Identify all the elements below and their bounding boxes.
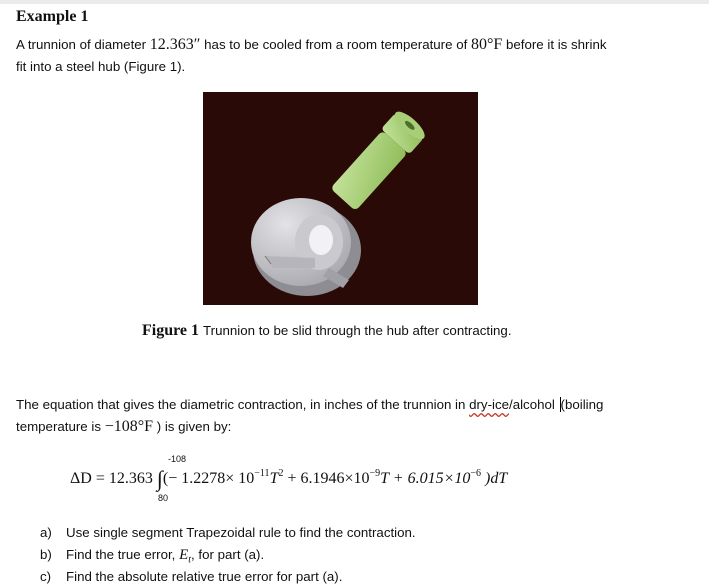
intro-paragraph	[16, 34, 606, 78]
equation-intro-text-5: ) is given by:	[153, 419, 232, 434]
spellcheck-flagged-word: dry-ice	[469, 397, 510, 412]
integral-upper-limit: -108	[168, 454, 187, 464]
equation-exponent-3: −9	[369, 468, 381, 479]
equation-intro-text-2: /alcohol	[509, 397, 559, 412]
contraction-equation	[70, 456, 590, 502]
equation-intro-paragraph	[16, 394, 603, 438]
equation-expression	[70, 466, 507, 492]
question-text: Use single segment Trapezoidal rule to find the contraction.	[66, 525, 416, 540]
equation-intro-text-3: (boiling	[560, 397, 604, 412]
intro-text-3: before it is shrink	[502, 37, 607, 52]
figure-caption-text: Trunnion to be slid through the hub after contracting.	[203, 323, 512, 338]
figure-caption-label: Figure 1	[142, 322, 200, 339]
question-text-post: , for part (a).	[191, 547, 265, 562]
intro-line-2: fit into a steel hub (Figure 1).	[16, 59, 186, 74]
equation-exponent-1: −11	[254, 468, 270, 479]
question-letter: b)	[40, 547, 52, 562]
figure-caption	[142, 322, 512, 340]
question-letter: a)	[40, 525, 52, 540]
question-list	[40, 522, 416, 588]
equation-lhs: ΔD = 12.363	[70, 470, 153, 487]
intro-line-1	[16, 34, 606, 56]
question-item-a	[40, 522, 416, 544]
trunnion-hub-image	[203, 92, 478, 305]
trunnion-hub-figure	[203, 92, 478, 305]
intro-text-2: has to be cooled from a room temperature of	[200, 37, 471, 52]
equation-term-5: )dT	[481, 470, 508, 487]
equation-intro-text-4: temperature is	[16, 419, 105, 434]
equation-term-3: + 6.1946×10	[283, 470, 370, 487]
question-letter: c)	[40, 569, 52, 584]
question-text-pre: Find the true error,	[66, 547, 180, 562]
true-error-subscript: t	[188, 554, 192, 566]
equation-exponent-2: 2	[278, 468, 284, 479]
equation-term-1: (− 1.2278× 10	[162, 470, 255, 487]
question-text: Find the absolute relative true error for part (a).	[66, 569, 343, 584]
equation-intro-line-2	[16, 416, 603, 438]
equation-intro-line-1	[16, 394, 603, 416]
equation-intro-text-1: The equation that gives the diametric contraction, in inches of the trunnion in	[16, 397, 470, 412]
equation-exponent-4: −6	[470, 468, 481, 479]
equation-term-4: T + 6.015×10	[380, 470, 471, 487]
example-heading: Example 1	[16, 8, 89, 25]
intro-text-1: A trunnion of diameter	[16, 37, 150, 52]
integral-sign: ∫	[156, 466, 163, 491]
integral-lower-limit: 80	[158, 493, 169, 503]
question-item-c	[40, 566, 416, 588]
equation-term-2: T	[269, 470, 279, 487]
top-border	[0, 0, 709, 4]
question-item-b	[40, 544, 416, 566]
diameter-value: 12.363″	[149, 36, 201, 53]
boiling-temperature-value: −108°F	[104, 418, 154, 435]
room-temperature-value: 80°F	[470, 36, 503, 53]
true-error-symbol: E	[179, 547, 189, 563]
